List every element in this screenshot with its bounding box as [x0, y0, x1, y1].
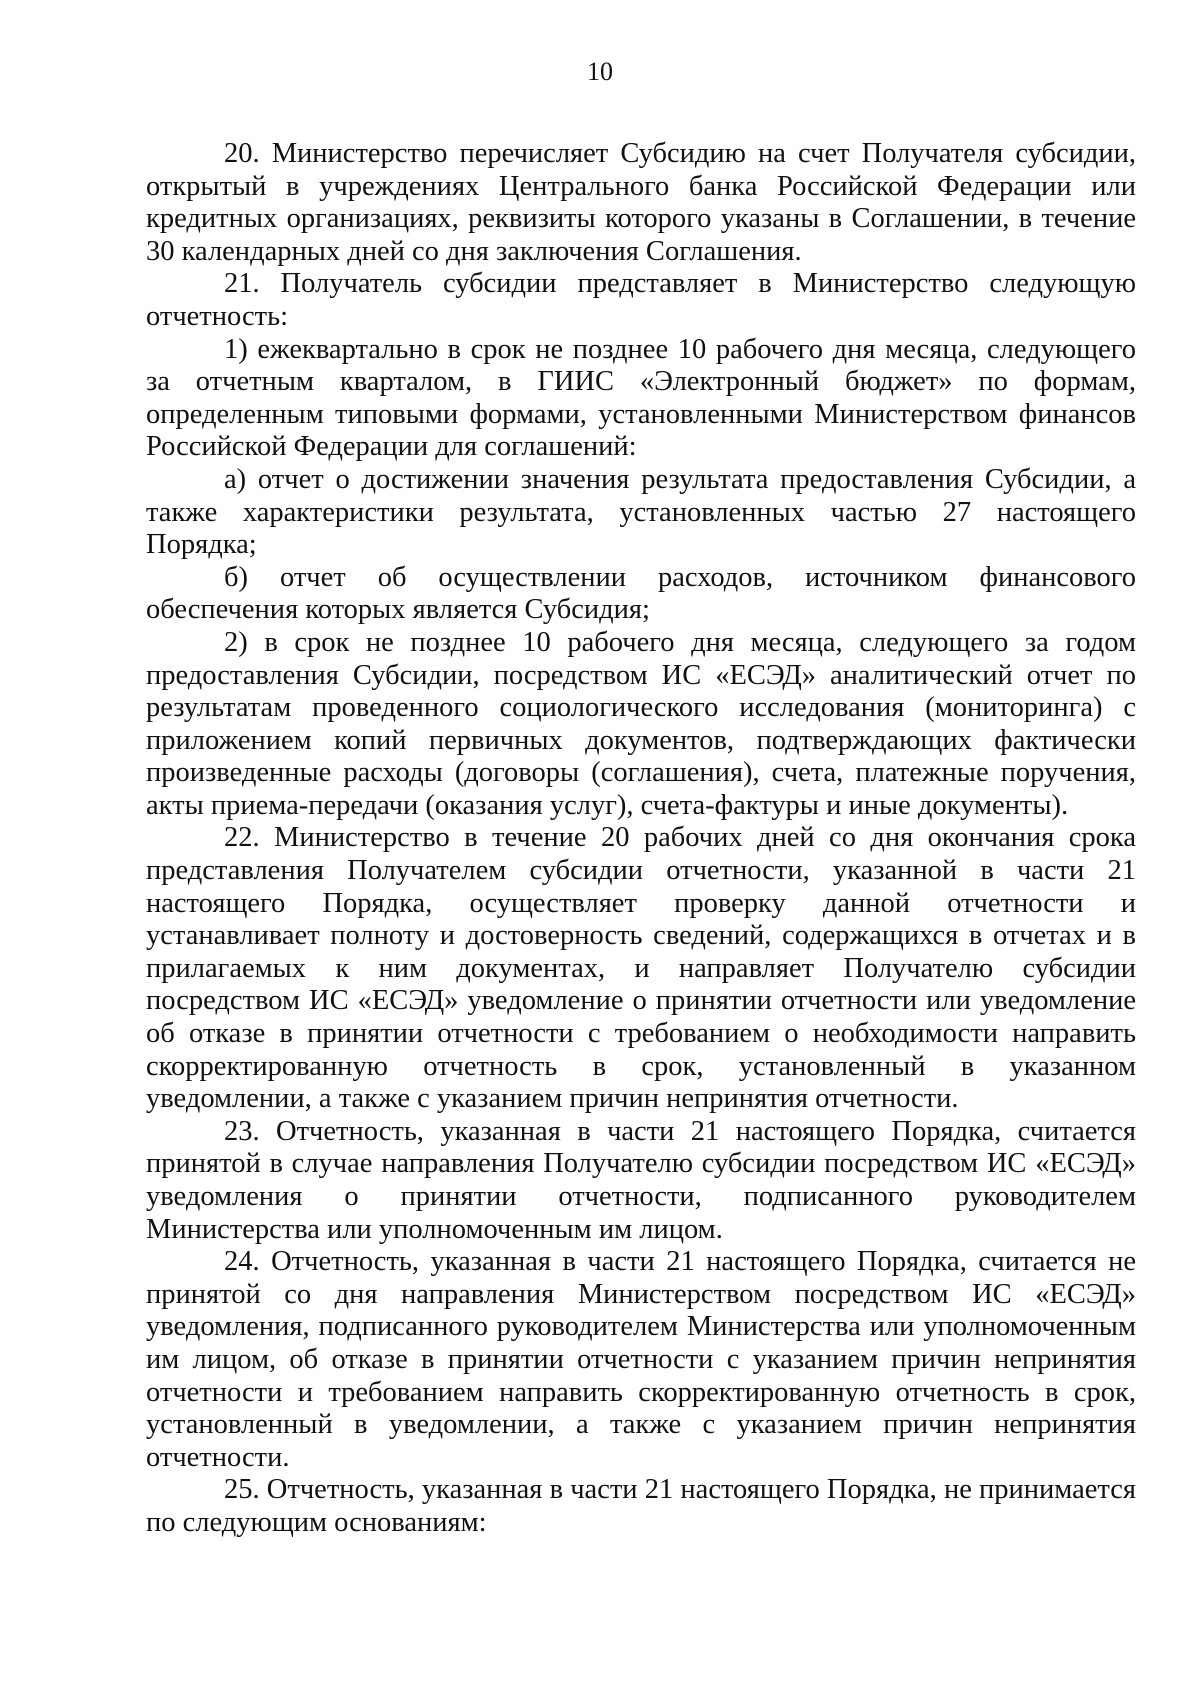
page-number: 10 [587, 57, 613, 86]
paragraph-23: 23. Отчетность, указанная в части 21 настоящего Порядка, считается принятой в случае направления Получателю субсидии посредством ИС «ЕСЭД» уведомления о принятии отчетности, подписанного руководителем Министерства или уполномоченным им лицом. [146, 1115, 1136, 1245]
paragraph-25: 25. Отчетность, указанная в части 21 настоящего Порядка, не принимается по следующим основаниям: [146, 1474, 1136, 1538]
paragraph-24: 24. Отчетность, указанная в части 21 настоящего Порядка, считается не принятой со дня направления Министерством посредством ИС «ЕСЭД» уведомления, подписанного руководителем Министерства или уполномоченным им лицом, об отказе в принятии отчетности с указанием причин непринятия отчетности и требованием направить скорректированную отчетность в срок, установленный в уведомлении, а также с указанием причин непринятия отчетности. [146, 1246, 1136, 1473]
paragraph-22: 22. Министерство в течение 20 рабочих дней со дня окончания срока представления Получателем субсидии отчетности, указанной в части 21 настоящего Порядка, осуществляет проверку данной отчетности и устанавливает полноту и достоверность сведений, содержащихся в отчетах и в прилагаемых к ним документах, и направляет Получателю субсидии посредством ИС «ЕСЭД» уведомление о принятии отчетности или уведомление об отказе в принятии отчетности с требованием о необходимости направить скорректированную отчетность в срок, установленный в указанном уведомлении, а также с указанием причин непринятия отчетности. [146, 822, 1136, 1115]
paragraph-21-item-1a: а) отчет о достижении значения результата предоставления Субсидии, а также характеристики результата, установленных частью 27 настоящего Порядка; [146, 463, 1136, 561]
paragraph-20: 20. Министерство перечисляет Субсидию на счет Получателя субсидии, открытый в учреждениях Центрального банка Российской Федерации или кредитных организациях, реквизиты которого указаны в Соглашении, в течение 30 календарных дней со дня заключения Соглашения. [146, 138, 1136, 267]
paragraph-21-item-2: 2) в срок не позднее 10 рабочего дня месяца, следующего за годом предоставления Субсидии, посредством ИС «ЕСЭД» аналитический отчет по результатам проведенного социологического исследования (мониторинга) с приложением копий первичных документов, подтверждающих фактически произведенные расходы (договоры (соглашения), счета, платежные поручения, акты приема-передачи (оказания услуг), счета-фактуры и иные документы). [146, 626, 1136, 821]
paragraph-21-item-1b: б) отчет об осуществлении расходов, источником финансового обеспечения которых является Субсидия; [146, 561, 1136, 626]
paragraph-21: 21. Получатель субсидии представляет в Министерство следующую отчетность: [146, 268, 1136, 332]
paragraph-21-item-1: 1) ежеквартально в срок не позднее 10 рабочего дня месяца, следующего за отчетным кварталом, в ГИИС «Электронный бюджет» по формам, определенным типовыми формами, установленными Министерством финансов Российской Федерации для соглашений: [146, 333, 1136, 463]
document-body [146, 138, 1136, 1540]
